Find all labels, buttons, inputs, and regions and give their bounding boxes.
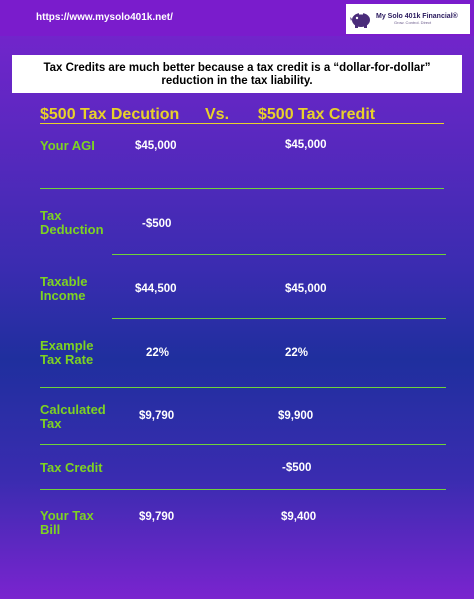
- column-heading-credit: $500 Tax Credit: [258, 106, 376, 123]
- row-label-calculated-tax: Calculated Tax: [40, 402, 106, 431]
- column-heading-deduction: $500 Tax Decution: [40, 106, 180, 123]
- row-label-tax-credit: Tax Credit: [40, 460, 103, 475]
- row-divider: [112, 318, 446, 319]
- row-label-tax-bill: Your Tax Bill: [40, 508, 94, 537]
- row-tax-bill-deduction-value: $9,790: [139, 511, 175, 523]
- row-taxable-income-credit-value: $45,000: [285, 283, 327, 295]
- top-bar: [0, 0, 474, 36]
- row-divider: [40, 444, 446, 445]
- piggy-bank-logo-icon: [350, 9, 372, 29]
- heading-underline: [40, 123, 444, 124]
- column-heading-vs: Vs.: [205, 106, 230, 123]
- row-calculated-tax-deduction-value: $9,790: [139, 410, 175, 422]
- row-taxable-income-deduction-value: $44,500: [135, 283, 177, 295]
- row-tax-deduction-deduction-value: -$500: [142, 218, 172, 230]
- row-label-taxable-income: Taxable Income: [40, 274, 88, 303]
- row-label-tax-rate: Example Tax Rate: [40, 338, 94, 367]
- row-tax-rate-credit-value: 22%: [285, 347, 309, 359]
- row-tax-bill-credit-value: $9,400: [281, 511, 317, 523]
- logo-name: My Solo 401k Financial®: [376, 13, 458, 20]
- row-tax-credit-credit-value: -$500: [282, 462, 312, 474]
- info-banner: [12, 55, 462, 93]
- company-logo: [346, 4, 470, 34]
- row-divider: [40, 489, 446, 490]
- row-calculated-tax-credit-value: $9,900: [278, 410, 314, 422]
- row-divider: [112, 254, 446, 255]
- row-agi-deduction-value: $45,000: [135, 140, 177, 152]
- row-label-tax-deduction: Tax Deduction: [40, 208, 104, 237]
- banner-line-2: reduction in the tax liability.: [161, 75, 313, 87]
- banner-line-1: Tax Credits are much better because a tax credit is a “dollar-for-dollar”: [43, 62, 431, 74]
- row-divider: [40, 387, 446, 388]
- website-url[interactable]: https://www.mysolo401k.net/: [36, 12, 173, 23]
- logo-tagline: Grow. Control. Direct: [394, 20, 432, 25]
- row-divider: [40, 188, 444, 189]
- row-agi-credit-value: $45,000: [285, 139, 327, 151]
- row-tax-rate-deduction-value: 22%: [146, 347, 170, 359]
- row-label-agi: Your AGI: [40, 138, 95, 153]
